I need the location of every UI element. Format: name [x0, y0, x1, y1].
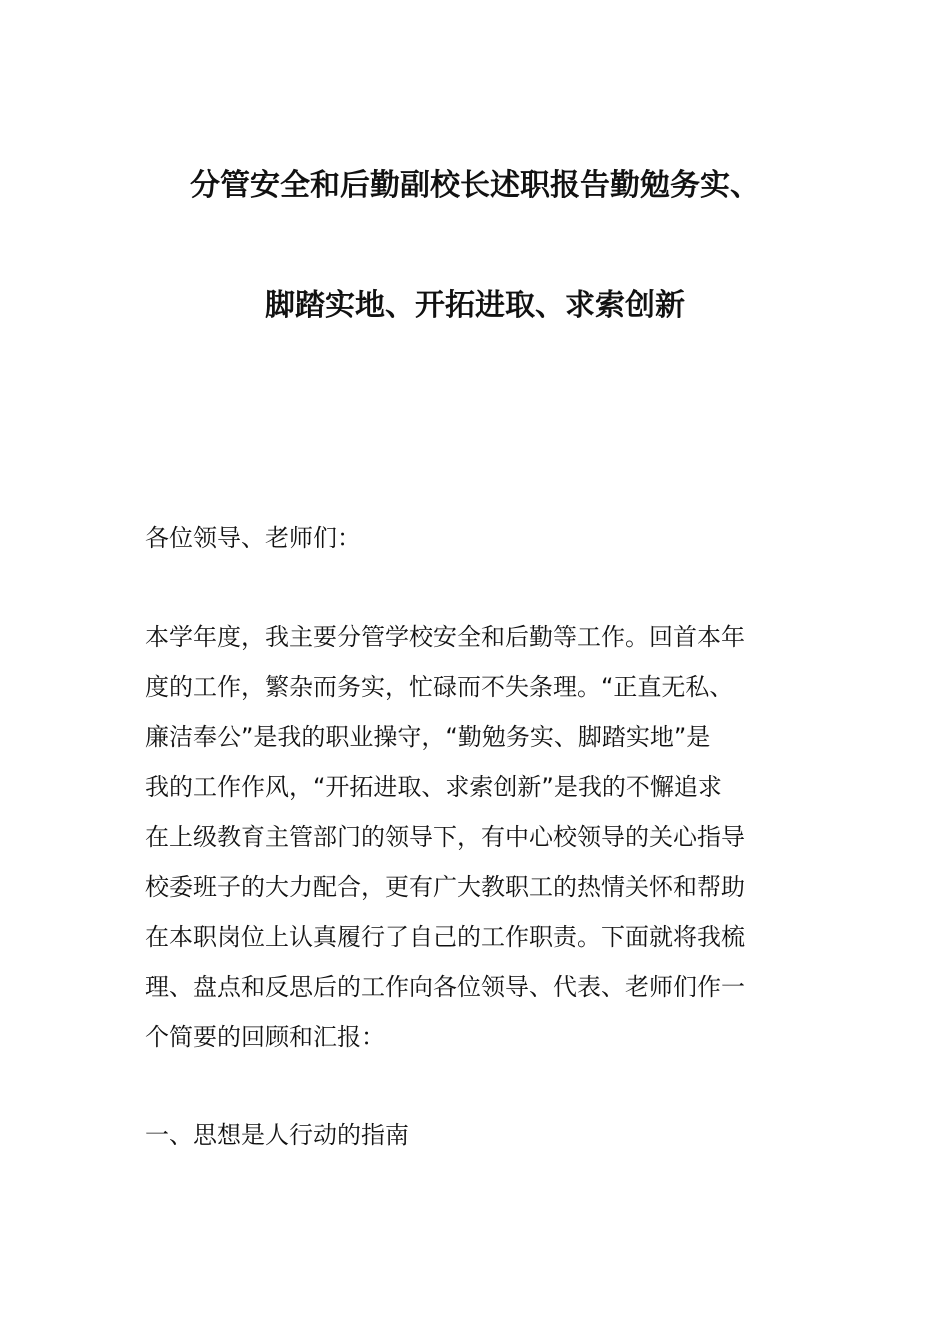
paragraph-line-9: 个简要的回顾和汇报： — [145, 1023, 385, 1051]
section-heading: 一、思想是人行动的指南 — [145, 1121, 409, 1149]
paragraph-line-3: 廉洁奉公”是我的职业操守，“勤勉务实、脚踏实地”是 — [145, 723, 711, 751]
paragraph-line-5: 在上级教育主管部门的领导下，有中心校领导的关心指导 — [145, 823, 745, 851]
paragraph-line-4: 我的工作作风，“开拓进取、求索创新”是我的不懈追求 — [145, 773, 722, 801]
paragraph-line-1: 本学年度，我主要分管学校安全和后勤等工作。回首本年 — [145, 623, 745, 651]
paragraph-line-6: 校委班子的大力配合，更有广大教职工的热情关怀和帮助 — [145, 873, 745, 901]
salutation: 各位领导、老师们： — [145, 524, 361, 552]
paragraph-line-7: 在本职岗位上认真履行了自己的工作职责。下面就将我梳 — [145, 923, 745, 951]
document-title-line-2: 脚踏实地、开拓进取、求索创新 — [265, 288, 685, 323]
document-title-line-1: 分管安全和后勤副校长述职报告勤勉务实、 — [190, 168, 760, 203]
paragraph-line-2: 度的工作，繁杂而务实，忙碌而不失条理。“正直无私、 — [145, 673, 734, 701]
paragraph-line-8: 理、盘点和反思后的工作向各位领导、代表、老师们作一 — [145, 973, 745, 1001]
